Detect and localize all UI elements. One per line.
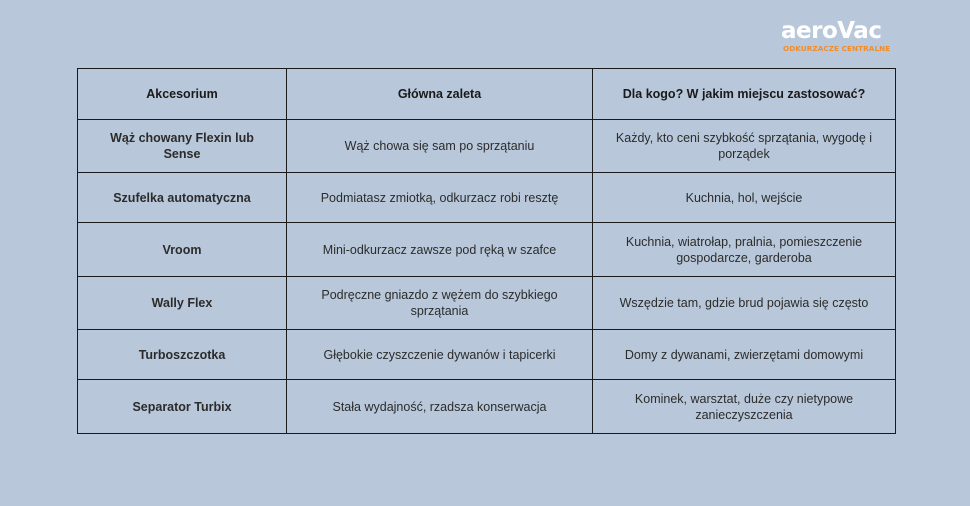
advantage-cell: Stała wydajność, rzadsza konserwacja <box>287 380 593 434</box>
accessory-cell: Wally Flex <box>78 277 287 330</box>
advantage-cell: Wąż chowa się sam po sprzątaniu <box>287 120 593 173</box>
advantage-cell: Podręczne gniazdo z wężem do szybkiego sprzątania <box>287 277 593 330</box>
table-row <box>78 120 896 173</box>
for-whom-cell: Kominek, warsztat, duże czy nietypowe zanieczyszczenia <box>593 380 896 434</box>
advantage-cell: Głębokie czyszczenie dywanów i tapicerki <box>287 330 593 380</box>
accessory-cell: Szufelka automatyczna <box>78 173 287 223</box>
column-header-accessory: Akcesorium <box>78 69 287 120</box>
table-row <box>78 223 896 277</box>
accessory-cell: Wąż chowany Flexin lub Sense <box>78 120 287 173</box>
for-whom-cell: Domy z dywanami, zwierzętami domowymi <box>593 330 896 380</box>
table-header-row <box>78 69 896 120</box>
table-row <box>78 380 896 434</box>
advantage-cell: Podmiatasz zmiotką, odkurzacz robi resztę <box>287 173 593 223</box>
accessory-cell: Separator Turbix <box>78 380 287 434</box>
logo-wordmark: aeroVac <box>781 18 882 44</box>
accessory-cell: Vroom <box>78 223 287 277</box>
for-whom-cell: Wszędzie tam, gdzie brud pojawia się często <box>593 277 896 330</box>
table-row <box>78 277 896 330</box>
accessory-cell: Turboszczotka <box>78 330 287 380</box>
column-header-for-whom: Dla kogo? W jakim miejscu zastosować? <box>593 69 896 120</box>
table-row <box>78 330 896 380</box>
aerovac-logo <box>781 18 901 58</box>
for-whom-cell: Kuchnia, wiatrołap, pralnia, pomieszczenie gospodarcze, garderoba <box>593 223 896 277</box>
table-row <box>78 173 896 223</box>
for-whom-cell: Kuchnia, hol, wejście <box>593 173 896 223</box>
advantage-cell: Mini-odkurzacz zawsze pod ręką w szafce <box>287 223 593 277</box>
logo-tagline: ODKURZACZE CENTRALNE <box>783 44 891 53</box>
column-header-advantage: Główna zaleta <box>287 69 593 120</box>
for-whom-cell: Każdy, kto ceni szybkość sprzątania, wygodę i porządek <box>593 120 896 173</box>
accessories-table <box>77 68 896 434</box>
